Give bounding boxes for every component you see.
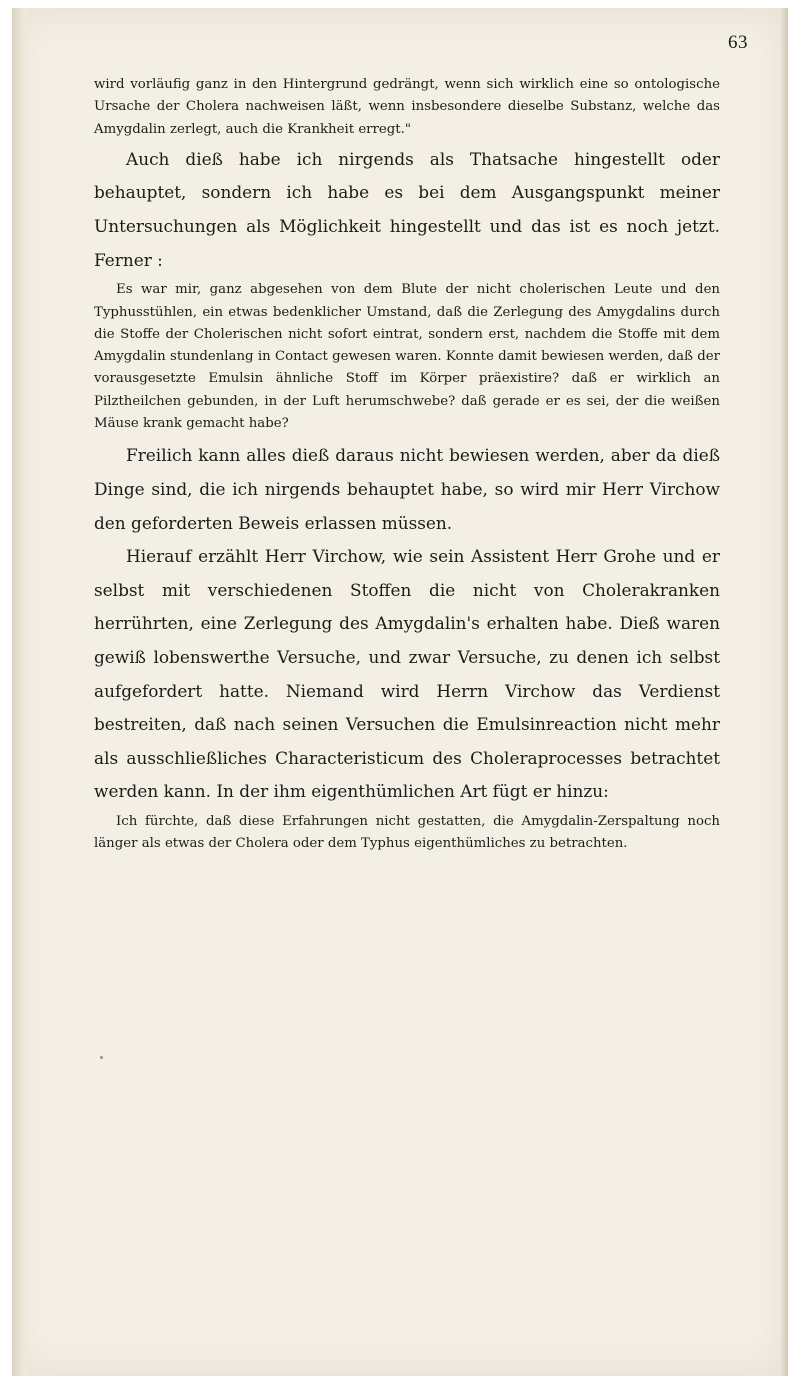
paragraph-hierauf: Hierauf erzählt Herr Virchow, wie sein Assistent Herr Grohe und er selbst mit verschiedenen Stoffen die nicht von Cholerakranken herrührten, eine Zerlegung des Amygdalin's erhalten habe. Dieß waren gewiß lobenswerthe Versuche, und zwar Versuche, zu denen ich selbst aufgefordert hatte. Niemand wird Herrn Virchow das Verdienst bestreiten, daß nach seinen Versuchen die Emulsinreaction nicht mehr als ausschließliches Characteristicum des Choleraprocesses betrachtet werden kann. In der ihm eigenthümlichen Art fügt er hinzu: (94, 546, 720, 802)
page-edge-shadow (780, 8, 788, 1376)
paragraph-quote-ich-fuerchte: Ich fürchte, daß diese Erfahrungen nicht gestatten, die Amygdalin-Zerspaltung noch länger als etwas der Cholera oder dem Typhus eigenthümliches zu betrachten. (94, 813, 720, 852)
body-text (94, 74, 720, 855)
paragraph-continuation-quote: wird vorläufig ganz in den Hintergrund gedrängt, wenn sich wirklich eine so ontologische Ursache der Cholera nachweisen läßt, wenn insbesondere dieselbe Substanz, welche das Amygdalin zerlegt, auch die Krankheit erregt." (94, 77, 720, 137)
book-page (12, 8, 788, 1376)
paragraph-auch-diess: Auch dieß habe ich nirgends als Thatsache hingestellt oder behauptet, sondern ich habe es bei dem Ausgangspunkt meiner Untersuchungen als Möglichkeit hingestellt und das ist es noch jetzt. Ferner : (94, 148, 720, 270)
page-number: 63 (728, 32, 748, 53)
paragraph-freilich: Freilich kann alles dieß daraus nicht bewiesen werden, aber da dieß Dinge sind, die ich nirgends behauptet habe, so wird mir Herr Virchow den geforderten Beweis erlassen müssen. (94, 445, 720, 533)
paper-speck (100, 1056, 103, 1059)
page-gutter-shadow (12, 8, 30, 1376)
paragraph-quote-es-war-mir: Es war mir, ganz abgesehen von dem Blute der nicht cholerischen Leute und den Typhusstühlen, ein etwas bedenklicher Umstand, daß die Zerlegung des Amygdalins durch die Stoffe der Cholerischen nicht sofort eintrat, sondern erst, nachdem die Stoffe mit dem Amygdalin stundenlang in Contact gewesen waren. Konnte damit bewiesen werden, daß der vorausgesetzte Emulsin ähnliche Stoff im Körper präexistire? daß er wirklich an Pilztheilchen gebunden, in der Luft herumschwebe? daß gerade er es sei, der die weißen Mäuse krank gemacht habe? (94, 282, 720, 432)
